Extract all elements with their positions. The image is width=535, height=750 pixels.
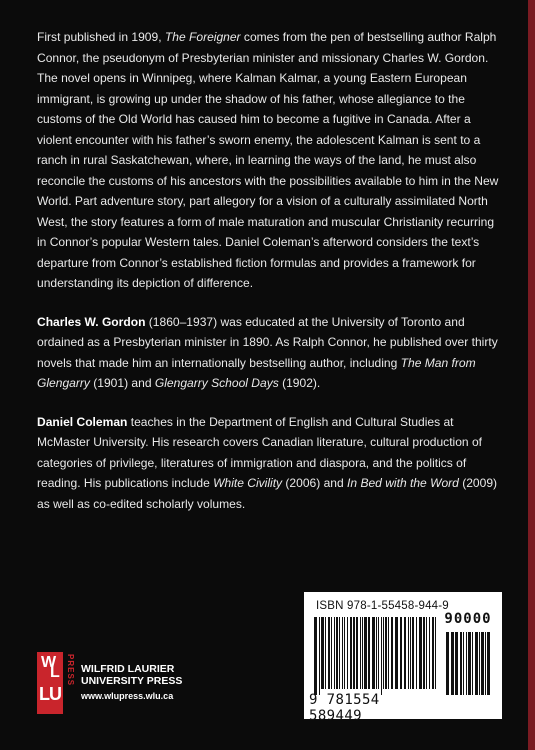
barcode-bar <box>319 617 320 695</box>
barcode-bar <box>479 632 480 695</box>
logo-letter: L <box>50 664 60 681</box>
barcode-bar <box>432 617 434 689</box>
barcode-bar <box>344 617 345 689</box>
barcode-bar <box>350 617 352 689</box>
barcode-bar <box>331 617 332 689</box>
barcode-bar <box>364 617 367 689</box>
addon-barcode <box>444 632 492 695</box>
editor-name: Daniel Coleman <box>37 414 128 429</box>
barcode-bar <box>362 617 363 689</box>
spine-edge <box>528 0 535 750</box>
barcode-bar <box>325 617 326 689</box>
logo-letters: LU <box>39 684 61 704</box>
barcode-bar <box>368 617 370 689</box>
barcode-bar <box>419 617 422 689</box>
barcode-bar <box>376 617 377 689</box>
barcode-bar <box>334 617 335 689</box>
barcode-bar <box>339 617 340 689</box>
barcode-bar <box>475 632 478 695</box>
barcode-panel <box>304 592 502 724</box>
barcode-bar <box>463 632 464 695</box>
barcode-bar <box>408 617 409 689</box>
barcode-bar <box>353 617 355 689</box>
barcode-bar <box>468 632 471 695</box>
barcode-bar <box>314 617 317 695</box>
work-title: In Bed with the Word <box>347 476 459 490</box>
barcode-bar <box>446 632 449 695</box>
author-bio <box>37 312 503 394</box>
publisher-name-line1: WILFRID LAURIER <box>81 663 175 675</box>
logo-press-text: PRESS <box>66 654 75 687</box>
barcode-bar <box>383 617 384 689</box>
barcode-bar <box>321 617 324 689</box>
text-span: teaches in the Department of English and Cultural Studies at McMaster University. His research covers Canadian literature, cultural production of categories of privilege, literatures of immigration and diaspora, and the politics of reading. His publications include <box>37 414 483 490</box>
barcode-bar <box>381 617 382 695</box>
text-span: (2009) as well as co-edited scholarly volumes. <box>37 476 498 511</box>
barcode-bar <box>336 617 338 689</box>
barcode-bar <box>372 617 375 689</box>
barcode-bar <box>395 617 398 689</box>
barcode-bar <box>388 617 389 689</box>
work-title: The Man from Glengarry <box>37 355 476 390</box>
ean13-barcode <box>312 617 440 695</box>
text-span: First published in 1909, <box>37 30 165 44</box>
publisher-text <box>81 663 281 703</box>
barcode-bar <box>378 617 379 689</box>
barcode-bar <box>400 617 402 689</box>
barcode-bar <box>429 617 430 689</box>
barcode-bar <box>385 617 387 689</box>
barcode-bar <box>481 632 484 695</box>
barcode-bar <box>412 617 414 689</box>
barcode-bar <box>347 617 348 689</box>
barcode-bar <box>328 617 330 689</box>
wlu-press-logo <box>37 652 75 714</box>
editor-bio <box>37 412 503 515</box>
barcode-bar <box>391 617 393 689</box>
work-title: Glengarry School Days <box>154 376 279 390</box>
barcode-bar <box>455 632 458 695</box>
book-description <box>37 27 503 294</box>
logo-letter: W <box>41 654 57 671</box>
barcode-bar <box>485 632 486 695</box>
barcode-bar <box>451 632 454 695</box>
barcode-bar <box>435 617 436 689</box>
back-cover-text <box>37 27 503 532</box>
isbn-label: ISBN 978-1-55458-944-9 <box>316 600 449 612</box>
barcode-bar <box>410 617 411 689</box>
text-span: (1901) and <box>89 376 155 390</box>
barcode-bar <box>360 617 361 689</box>
barcode-bar <box>356 617 358 689</box>
barcode-bar <box>460 632 462 695</box>
barcode-bar <box>404 617 406 689</box>
barcode-bar <box>416 617 417 689</box>
addon-digits: 90000 <box>444 611 492 627</box>
barcode-bar <box>466 632 467 695</box>
publisher-url: www.wlupress.wlu.ca <box>81 691 174 701</box>
text-span: (1902). <box>278 376 321 390</box>
barcode-digits: 9 781554 589449 <box>309 692 380 724</box>
text-span: (2006) and <box>282 476 348 490</box>
barcode-bar <box>472 632 473 695</box>
barcode-bar <box>426 617 427 689</box>
work-title: White Civility <box>213 476 283 490</box>
book-title: The Foreigner <box>164 30 241 44</box>
barcode-bar <box>423 617 425 689</box>
barcode-bar <box>487 632 490 695</box>
text-span: comes from the pen of bestselling author Ralph Connor, the pseudonym of Presbyterian minister and missionary Charles W. Gordon. The novel opens in Winnipeg, where Kalman Kalmar, a young Eastern European immigrant, is growing up under the shadow of his father, whose allegiance to the customs of the Old World has caused him to become a fugitive in Canada. After a violent encounter with his father’s sworn enemy, the adolescent Kalman is sent to a ranch in rural Saskatchewan, where, in learning the ways of the land, he must also reconcile the customs of his ancestors with the possibilities available to him in the New World. Part adventure story, part allegory for a vision of a culturally assimilated North West, the story features a form of male maturation and muscular Christianity recurring in Connor’s popular Western tales. Daniel Coleman’s afterword considers the text’s departure from Connor’s established fiction formulas and provides a framework for understanding its depiction of difference. <box>37 30 499 290</box>
publisher-name-line2: UNIVERSITY PRESS <box>81 675 183 687</box>
author-name: Charles W. Gordon <box>37 314 146 329</box>
text-span: (1860–1937) was educated at the University of Toronto and ordained as a Presbyterian minister in 1890. As Ralph Connor, he published over thirty novels that made him an internationally bestselling author, including <box>37 314 498 370</box>
barcode-bar <box>342 617 343 689</box>
